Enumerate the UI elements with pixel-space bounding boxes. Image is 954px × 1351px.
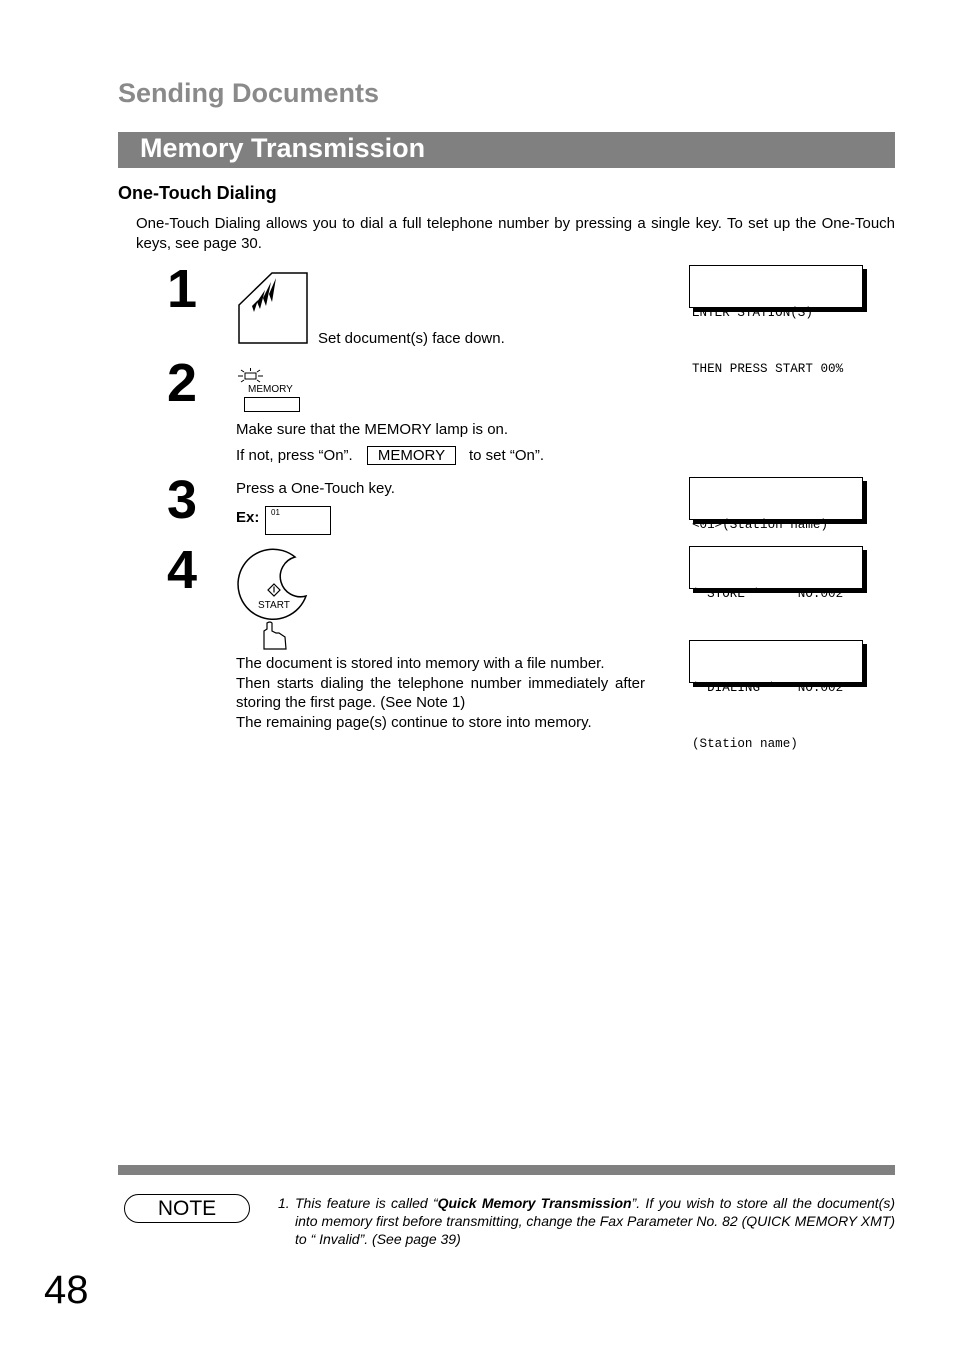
note-number: 1. <box>278 1195 290 1211</box>
section-title: Sending Documents <box>118 78 380 108</box>
subheading: One-Touch Dialing <box>118 183 277 203</box>
example-label: Ex: <box>236 509 260 526</box>
step-4-line: The remaining page(s) continue to store into memory. <box>236 713 592 731</box>
step-4-line: Then starts dialing the telephone number immediately after storing the first page. (See Note 1) <box>236 674 645 711</box>
start-label: START <box>258 600 290 611</box>
step-2-line-2-prefix: If not, press “On”. <box>236 447 353 464</box>
lcd-line: (Station name) <box>692 736 798 751</box>
step-3-text: Press a One-Touch key. <box>236 480 395 497</box>
note-text-before: This feature is called “ <box>295 1195 438 1211</box>
note-bold-term: Quick Memory Transmission <box>437 1195 632 1211</box>
step-4-number: 4 <box>167 540 198 600</box>
step-1-text: Set document(s) face down. <box>318 330 505 347</box>
lcd-line: <01>(Station name) <box>692 518 829 532</box>
memory-inline-key[interactable]: MEMORY <box>367 446 456 465</box>
step-2-number: 2 <box>167 353 198 413</box>
step-2-line-1: Make sure that the MEMORY lamp is on. <box>236 421 509 438</box>
lcd-display-store <box>689 546 863 601</box>
note-divider <box>118 1165 895 1175</box>
lcd-line: ENTER STATION(S) <box>692 306 813 320</box>
lcd-line: * DIALING * NO.002 <box>692 681 844 695</box>
one-touch-key-number: 01 <box>271 508 280 517</box>
note-text-after: ”. If you wish to store all the document(s) into memory first before transmitting, change the Fax Parameter No. 82 (QUICK MEMORY XMT) to “ Invalid”. (See page 39) <box>295 1195 895 1247</box>
title-bar <box>118 132 895 168</box>
step-4-line: The document is stored into memory with a file number. <box>236 655 605 672</box>
step-3-number: 3 <box>167 470 198 530</box>
lcd-display-step-1 <box>689 265 863 376</box>
lcd-line: THEN PRESS START 00% <box>692 361 844 376</box>
memory-key-label: MEMORY <box>248 384 293 395</box>
step-4-text <box>236 654 645 732</box>
note-badge: NOTE <box>124 1194 250 1223</box>
note-paragraph <box>295 1194 895 1248</box>
step-1-number: 1 <box>167 259 198 319</box>
note-text <box>278 1194 895 1248</box>
one-touch-key[interactable] <box>265 506 331 535</box>
lcd-display-step-3 <box>689 477 863 532</box>
intro-paragraph: One-Touch Dialing allows you to dial a full telephone number by pressing a single key. To set up the One-Touch keys, see page 30. <box>136 215 895 252</box>
page-title: Memory Transmission <box>140 133 426 163</box>
lcd-display-dialing <box>689 640 863 751</box>
memory-key[interactable] <box>244 397 300 412</box>
step-2-line-2-suffix: to set “On”. <box>469 447 545 464</box>
document-icon <box>238 272 308 349</box>
page-number: 48 <box>44 1268 89 1312</box>
lcd-line: * STORE * NO.002 <box>692 587 844 601</box>
